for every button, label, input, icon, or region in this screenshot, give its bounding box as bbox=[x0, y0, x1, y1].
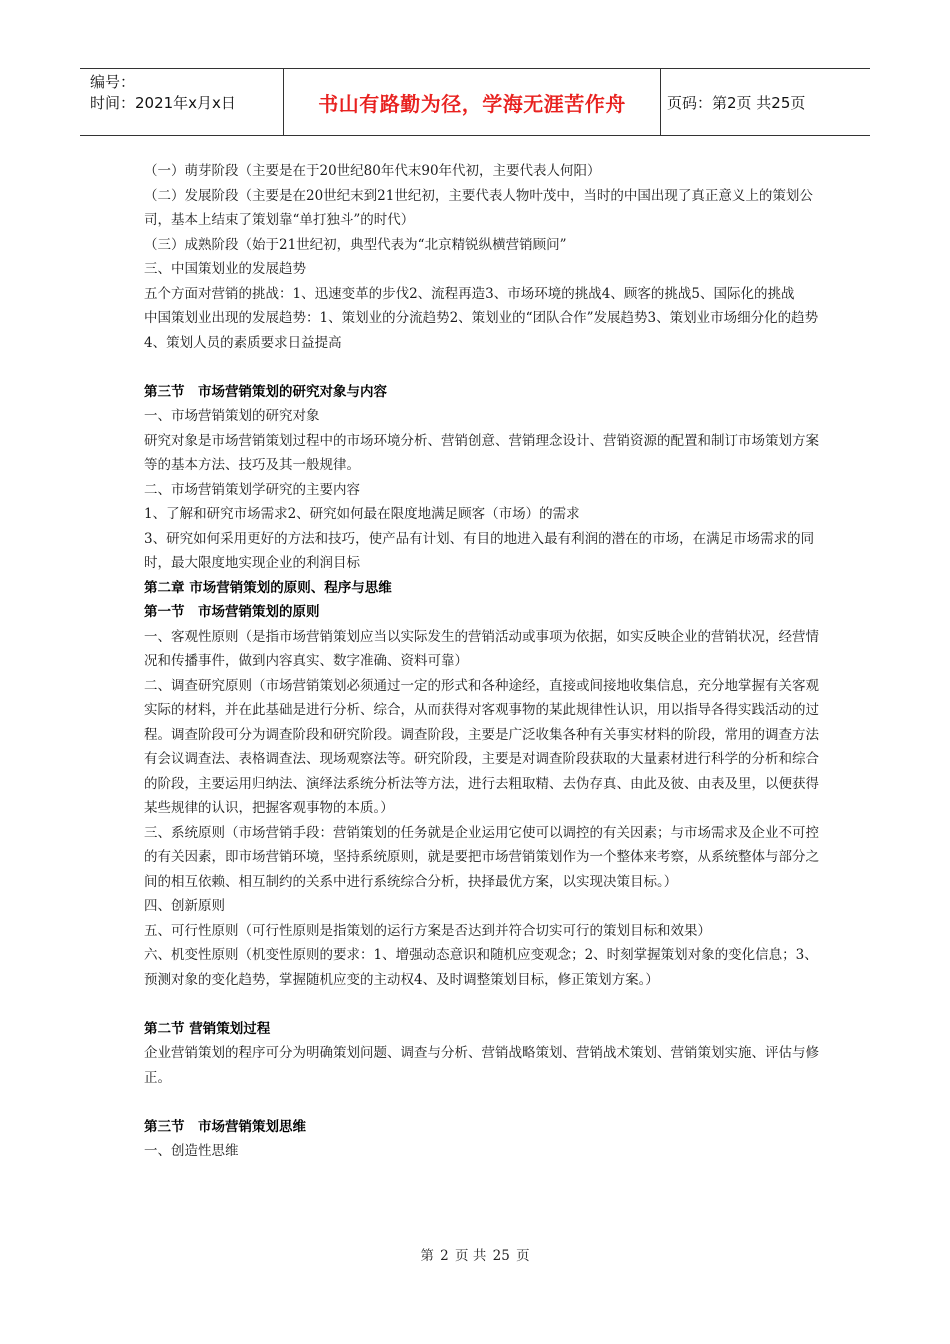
paragraph: 二、市场营销策划学研究的主要内容 bbox=[144, 481, 360, 498]
page-header bbox=[80, 68, 870, 136]
paragraph: 四、创新原则 bbox=[144, 898, 225, 914]
header-page-info: 页码：第2页 共25页 bbox=[667, 93, 806, 112]
paragraph: 三、中国策划业的发展趋势 bbox=[144, 261, 306, 277]
section-heading: 第二章 市场营销策划的原则、程序与思维 bbox=[144, 579, 392, 596]
paragraph: 一、市场营销策划的研究对象 bbox=[144, 408, 320, 424]
paragraph: 中国策划业出现的发展趋势：1、策划业的分流趋势2、策划业的“团队合作”发展趋势3、策划业市场细分化的趋势4、策划人员的素质要求日益提高 bbox=[144, 310, 819, 351]
section-heading: 第一节 市场营销策划的原则 bbox=[144, 604, 320, 620]
document-body bbox=[144, 159, 820, 1164]
paragraph-spacer bbox=[144, 992, 820, 1017]
paragraph-spacer bbox=[144, 355, 820, 380]
section-heading: 第三节 市场营销策划的研究对象与内容 bbox=[144, 383, 387, 400]
paragraph: 研究对象是市场营销策划过程中的市场环境分析、营销创意、营销理念设计、营销资源的配置和制订市场策划方案等的基本方法、技巧及其一般规律。 bbox=[144, 432, 819, 473]
paragraph-spacer bbox=[144, 1090, 820, 1115]
footer-mid: 页 共 bbox=[455, 1248, 487, 1264]
header-motto: 书山有路勤为径，学海无涯苦作舟 bbox=[283, 69, 661, 135]
paragraph: 二、调查研究原则（市场营销策划必须通过一定的形式和各种途经，直接或间接地收集信息，充分地掌握有关客观实际的材料，并在此基础是进行分析、综合，从而获得对客观事物的某此规律性认识，用以指导各得实践活动的过程。调查阶段可分为调查阶段和研究阶段。调查阶段，主要是广泛收集各种有关事实材料的阶段，常用的调查方法有会议调查法、表格调查法、现场观察法等。研究阶段，主要是对调查阶段获取的大量素材进行科学的分析和综合的阶段，主要运用归纳法、演绎法系统分析法等方法，进行去粗取精、去伪存真、由此及彼、由表及里，以便获得某些规律的认识，把握客观事物的本质。） bbox=[144, 677, 819, 816]
paragraph: 3、研究如何采用更好的方法和技巧，使产品有计划、有目的地进入最有利润的潜在的市场，在满足市场需求的同时，最大限度地实现企业的利润目标 bbox=[144, 530, 815, 571]
paragraph: 1、了解和研究市场需求2、研究如何最在限度地满足顾客（市场）的需求 bbox=[144, 506, 580, 522]
paragraph: 一、客观性原则（是指市场营销策划应当以实际发生的营销活动或事项为依据，如实反映企业的营销状况，经营情况和传播事件，做到内容真实、数字准确、资料可靠） bbox=[144, 628, 819, 669]
paragraph: 五、可行性原则（可行性原则是指策划的运行方案是否达到并符合切实可行的策划目标和效果） bbox=[144, 922, 711, 939]
header-meta bbox=[80, 69, 283, 135]
section-heading: 第三节 市场营销策划思维 bbox=[144, 1118, 306, 1135]
section-heading: 第二节 营销策划过程 bbox=[144, 1020, 271, 1037]
paragraph: 五个方面对营销的挑战：1、迅速变革的步伐2、流程再造3、市场环境的挑战4、顾客的挑战5、国际化的挑战 bbox=[144, 285, 795, 302]
paragraph: 企业营销策划的程序可分为明确策划问题、调查与分析、营销战略策划、营销战术策划、营销策划实施、评估与修正。 bbox=[144, 1045, 819, 1086]
paragraph: （二）发展阶段（主要是在20世纪末到21世纪初，主要代表人物叶茂中，当时的中国出现了真正意义上的策划公司，基本上结束了策划靠“单打独斗”的时代） bbox=[144, 187, 813, 228]
document-number-label: 编号： bbox=[90, 73, 136, 91]
footer-prefix: 第 bbox=[420, 1248, 434, 1264]
footer-current-page: 2 bbox=[440, 1248, 449, 1264]
footer-total-pages: 25 bbox=[492, 1248, 510, 1264]
paragraph: 三、系统原则（市场营销手段：营销策划的任务就是企业运用它使可以调控的有关因素；与市场需求及企业不可控的有关因素，即市场营销环境，坚持系统原则，就是要把市场营销策划作为一个整体来考察，从系统整体与部分之间的相互依赖、相互制约的关系中进行系统综合分析，抉择最优方案，以实现决策目标。） bbox=[144, 824, 819, 890]
footer-suffix: 页 bbox=[516, 1248, 530, 1264]
paragraph: 六、机变性原则（机变性原则的要求：1、增强动态意识和随机应变观念；2、时刻掌握策划对象的变化信息；3、预测对象的变化趋势，掌握随机应变的主动权4、及时调整策划目标，修正策划方案。） bbox=[144, 947, 818, 988]
page-footer bbox=[0, 1244, 950, 1264]
paragraph: （一）萌芽阶段（主要是在于20世纪80年代末90年代初，主要代表人何阳） bbox=[144, 163, 601, 179]
paragraph: 一、创造性思维 bbox=[144, 1143, 239, 1159]
paragraph: （三）成熟阶段（始于21世纪初，典型代表为“北京精锐纵横营销顾问” bbox=[144, 236, 567, 253]
document-time-label: 时间：2021年x月x日 bbox=[90, 94, 236, 112]
